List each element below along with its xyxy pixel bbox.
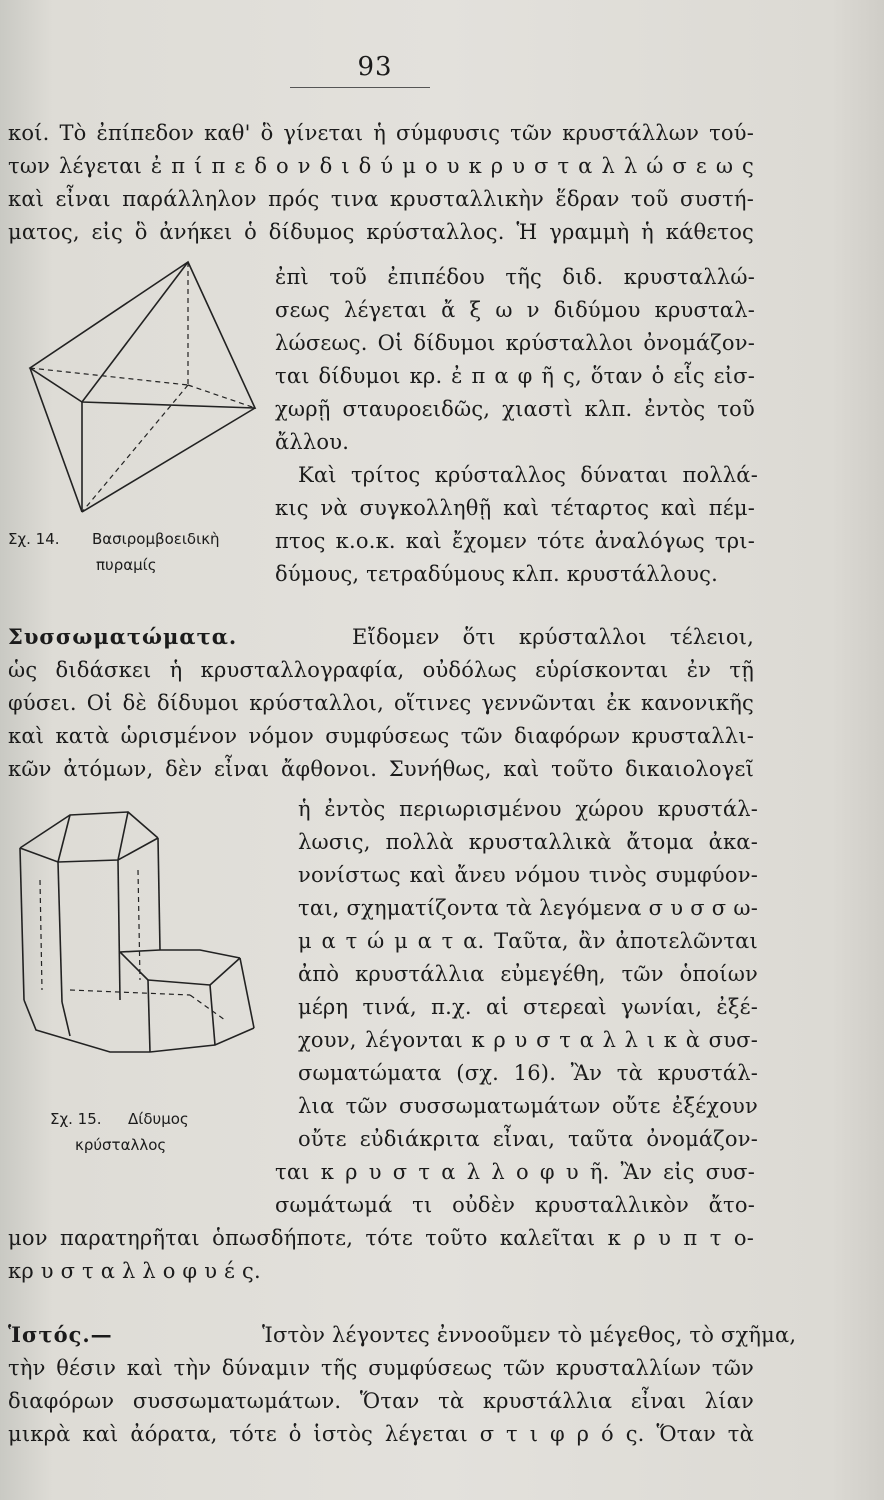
text-line: κρ υ σ τ α λ λ ο φ υ έ ς. [8, 1259, 261, 1283]
crystal-hidden-edge [190, 995, 225, 1020]
text-line: ἄλλου. [275, 430, 350, 454]
text-line: καὶ κατὰ ὡρισμένον νόμον συμφύσεως τῶν διαφόρων κρυσταλλι- [8, 724, 754, 748]
figure-15-label: Σχ. 15. [50, 1110, 102, 1128]
crystal-edge [20, 848, 24, 1000]
text-line: ται κ ρ υ σ τ α λ λ ο φ υ ῆ. Ἂν εἰς συσ- [275, 1160, 755, 1184]
text-line: σωμάτωμά τι οὐδὲν κρυσταλλικὸν ἄτο- [275, 1193, 755, 1217]
text-line: δύμους, τετραδύμους κλπ. κρυστάλλους. [275, 562, 718, 586]
crystal-top-edge [20, 838, 158, 862]
text-line: πτος κ.ο.κ. καὶ ἔχομεν τότε ἀναλόγως τρι- [275, 529, 755, 553]
text-line: ται δίδυμοι κρ. ἐ π α φ ῆ ς, ὅταν ὁ εἷς εἰσ- [275, 364, 755, 388]
text-line: καὶ εἶναι παράλληλον πρός τινα κρυσταλλικὴν ἕδραν τοῦ συστή- [8, 187, 754, 211]
text-line: ὡς διδάσκει ἡ κρυσταλλογραφία, οὐδόλως εὑρίσκονται ἐν τῇ [8, 658, 754, 682]
crystal-arm-edge [148, 980, 150, 1052]
text-line: Εἴδομεν ὅτι κρύσταλλοι τέλειοι, [352, 625, 754, 649]
section-heading: Ἱστός.— [8, 1322, 113, 1347]
text-line: ματος, εἰς ὃ ἀνήκει ὁ δίδυμος κρύσταλλος. Ἡ γραμμὴ ἡ κάθετος [8, 220, 754, 244]
text-line: σωματώματα (σχ. 16). Ἂν τὰ κρυστάλ- [298, 1061, 758, 1085]
text-line: κις νὰ συγκολληθῇ καὶ τέταρτος καὶ πέμ- [275, 496, 755, 520]
text-line: ἐπὶ τοῦ ἐπιπέδου τῆς διδ. κρυσταλλώ- [275, 265, 755, 289]
crystal-hidden-edge [70, 990, 190, 995]
figure-15-caption: κρύσταλλος [75, 1136, 167, 1154]
text-line: λωσις, πολλὰ κρυσταλλικὰ ἄτομα ἀκα- [298, 830, 758, 854]
text-line: Ἱστὸν λέγοντες ἐννοοῦμεν τὸ μέγεθος, τὸ σχῆμα, [262, 1323, 797, 1347]
text-line: λώσεως. Οἱ δίδυμοι κρύσταλλοι ὀνομάζον- [275, 331, 755, 355]
crystal-base-edge [24, 1000, 150, 1052]
crystal-edge [62, 1002, 70, 1036]
text-line: σεως λέγεται ἄ ξ ω ν διδύμου κρυσταλ- [275, 298, 755, 322]
text-line: φύσει. Οἱ δὲ δίδυμοι κρύσταλλοι, οἵτινες γεννῶνται ἐκ κανονικῆς [8, 691, 754, 715]
text-line: οὔτε εὐδιάκριτα εἶναι, ταῦτα ὀνομάζον- [298, 1127, 758, 1151]
text-line: Καὶ τρίτος κρύσταλλος δύναται πολλά- [298, 463, 758, 487]
pyramid-upper-face [30, 262, 255, 408]
crystal-arm-top [120, 950, 240, 958]
text-line: κοί. Τὸ ἐπίπεδον καθ' ὃ γίνεται ἡ σύμφυσις τῶν κρυστάλλων τού- [8, 121, 754, 145]
crystal-edge [158, 838, 160, 950]
text-line: μέρη τινά, π.χ. αἱ στερεαὶ γωνίαι, ἐξέ- [298, 995, 758, 1019]
pyramid-hidden-edge [30, 368, 188, 385]
pyramid-edge [30, 368, 82, 512]
figure-14-pyramid [0, 250, 270, 520]
crystal-top-edge [20, 812, 158, 848]
page-number: 93 [357, 52, 393, 82]
pyramid-edge [82, 262, 188, 402]
text-line: μον παρατηρῆται ὁπωσδήποτε, τότε τοῦτο καλεῖται κ ρ υ π τ ο- [8, 1226, 754, 1250]
text-line: ται, σχηματίζοντα τὰ λεγόμενα σ υ σ σ ω- [298, 896, 758, 920]
figure-14-caption: πυραμίς [96, 556, 157, 574]
text-line: κῶν ἀτόμων, δὲν εἶναι ἄφθονοι. Συνήθως, καὶ τοῦτο δικαιολογεῖ [8, 757, 754, 781]
page-number-rule [290, 87, 430, 88]
crystal-edge [58, 862, 62, 1002]
crystal-hidden-edge [40, 880, 42, 990]
figure-15-caption: Δίδυμος [128, 1110, 189, 1128]
text-line: μικρὰ καὶ ἀόρατα, τότε ὁ ἱστὸς λέγεται σ τ ι φ ρ ό ς. Ὅταν τὰ [8, 1422, 754, 1446]
text-line: μ α τ ώ μ α τ α. Ταῦτα, ἂν ἀποτελῶνται [298, 929, 758, 953]
text-line: διαφόρων συσσωματωμάτων. Ὅταν τὰ κρυστάλλια εἶναι λίαν [8, 1389, 754, 1413]
pyramid-edge [82, 408, 255, 512]
pyramid-hidden-edge [188, 385, 255, 408]
crystal-hidden-edge [138, 870, 140, 980]
text-line: ἀπὸ κρυστάλλια εὐμεγέθη, τῶν ὁποίων [298, 962, 758, 986]
text-line: ἡ ἐντὸς περιωρισμένου χώρου κρυστάλ- [298, 797, 758, 821]
figure-15-twin-crystal [10, 790, 270, 1090]
crystal-arm-edge [210, 985, 215, 1045]
text-line: των λέγεται ἐ π ί π ε δ ο ν δ ι δ ύ μ ο υ κ ρ υ σ τ α λ λ ώ σ ε ω ς [8, 154, 754, 178]
crystal-base-edge [150, 1028, 254, 1052]
section-heading: Συσσωματώματα. [8, 624, 238, 649]
figure-14-label: Σχ. 14. [8, 530, 60, 548]
crystal-arm-edge [148, 980, 210, 985]
text-line: λια τῶν συσσωματωμάτων οὔτε ἐξέχουν [298, 1094, 758, 1118]
figure-14-caption: Βασιρομβοειδικὴ [92, 530, 220, 548]
crystal-edge [118, 860, 120, 1000]
crystal-edge [118, 812, 128, 860]
text-line: χουν, λέγονται κ ρ υ σ τ α λ λ ι κ ὰ συσ- [298, 1028, 758, 1052]
text-line: χωρῇ σταυροειδῶς, χιαστὶ κλπ. ἐντὸς τοῦ [275, 397, 755, 421]
text-line: τὴν θέσιν καὶ τὴν δύναμιν τῆς συμφύσεως τῶν κρυσταλλίων τῶν [8, 1356, 754, 1380]
crystal-arm-edge [210, 958, 240, 985]
crystal-arm-edge [240, 958, 254, 1028]
text-line: νονίστως καὶ ἄνευ νόμου τινὸς συμφύον- [298, 863, 758, 887]
crystal-arm-edge [120, 952, 148, 980]
